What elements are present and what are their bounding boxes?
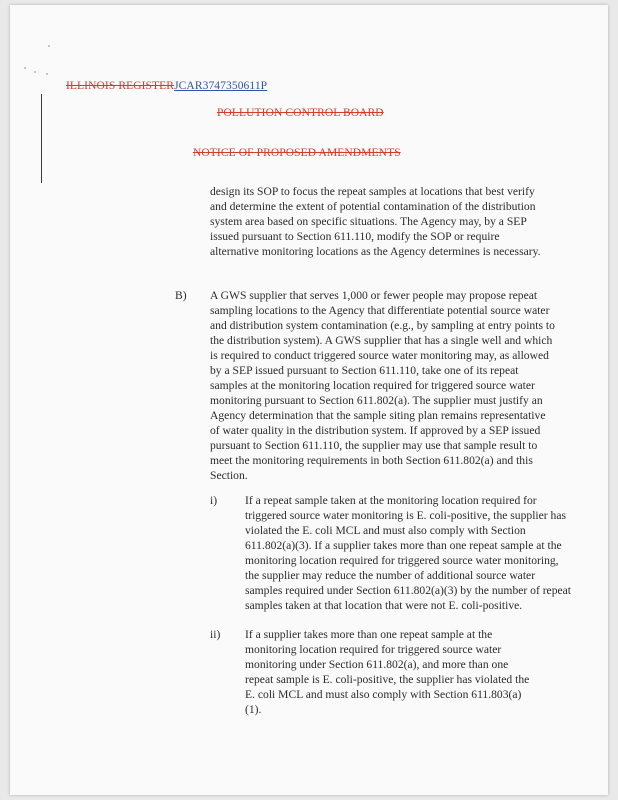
section-i-label: i)	[210, 494, 218, 507]
register-title-struck: ILLINOIS REGISTER	[66, 80, 175, 92]
scan-speck	[46, 73, 48, 75]
board-title-struck: POLLUTION CONTROL BOARD	[217, 107, 384, 119]
notice-title-struck: NOTICE OF PROPOSED AMENDMENTS	[193, 147, 401, 159]
section-b-text: A GWS supplier that serves 1,000 or fewer people may propose repeat sampling locations to the Agency that differentiate potential source water and distribution system contamination (e.g., by sampling at entry points to the distribution system). A GWS supplier that has a single well and which is required to conduct triggered source water monitoring may, as allowed by a SEP issued pursuant to Section 611.110, take one of its repeat samples at the monitoring location required for triggered source water monitoring pursuant to Section 611.802(a). The supplier must justify an Agency determination that the sample siting plan remains representative of water quality in the distribution system. If approved by a SEP issued pursuant to Section 611.110, the supplier may use that sample result to meet the monitoring requirements in both Section 611.802(a) and this Section.	[210, 289, 555, 482]
jcar-code: JCAR3747350611P	[174, 80, 268, 92]
section-ii-text: If a supplier takes more than one repeat sample at the monitoring location required for triggered source water monitoring under Section 611.802(a), and more than one repeat sample is E. coli-positive, the supplier has violated the E. coli MCL and must also comply with Section 611.803(a)(1).	[245, 628, 530, 716]
intro-paragraph: design its SOP to focus the repeat samples at locations that best verify and determine the extent of potential contamination of the distribution system area based on specific situations. The Agency may, by a SEP issued pursuant to Section 611.110, modify the SOP or require alternative monitoring locations as the Agency determines is necessary.	[210, 185, 541, 258]
section-i-text: If a repeat sample taken at the monitoring location required for triggered source water monitoring is E. coli-positive, the supplier has violated the E. coli MCL and must also comply with Section 611.802(a)(3). If a supplier takes more than one repeat sample at the monitoring location required for triggered source water monitoring, the supplier may reduce the number of additional source water samples required under Section 611.802(a)(3) by the number of repeat samples taken at that location that were not E. coli-positive.	[245, 494, 572, 612]
document-page	[10, 5, 608, 795]
revision-margin-bar	[41, 94, 42, 183]
section-ii-label: ii)	[210, 628, 221, 641]
register-header	[66, 80, 267, 92]
scan-speck	[34, 71, 36, 73]
scan-speck	[48, 45, 50, 47]
scan-speck	[24, 67, 26, 69]
section-b-label: B)	[175, 289, 187, 302]
